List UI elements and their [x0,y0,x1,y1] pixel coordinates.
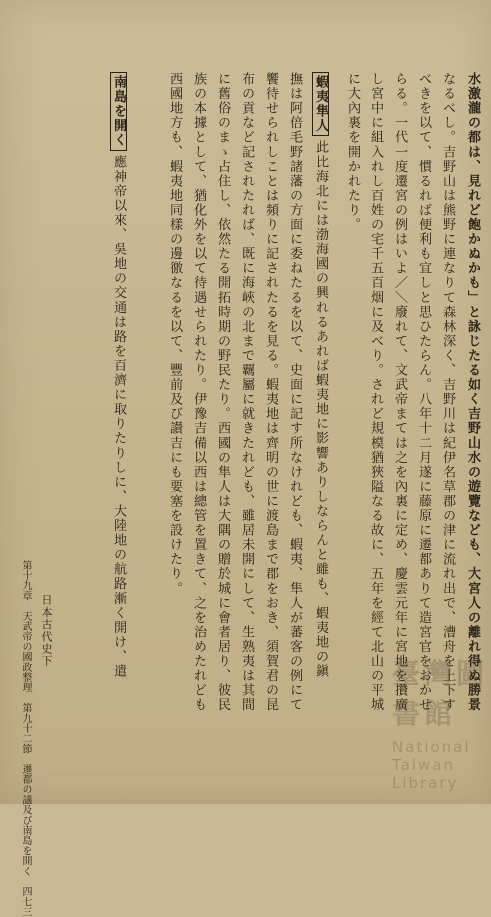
text-line: 族の本據として、猶化外を以て待遇せられたり。伊豫吉備以西は總管を置きて、之を治めたれども [191,72,207,713]
text-line: し宮中に組入れし百姓の宅千五百烟に及べり。されど規模猶狹隘なる故に、五年を經て北山の平城 [368,72,384,713]
text-line: 西國地方も、蝦夷地同樣の邊徼なるを以て、豐前及び讃吉にも要塞を設けたり。 [167,72,183,596]
text-line: 水激瀧の都は、見れど飽かぬかも」と詠じたる如く吉野山水の遊覽なども、大宮人の離れ得ぬ勝景 [465,72,481,713]
text-line: なるべし。吉野山は熊野に連なりて森林深く、吉野川は紀伊名草郡の津に流れ出で、漕舟を上下す [440,72,456,713]
text-line: 饗待せられしことは頻りに記されたるを見る。蝦夷地は齊明の世に渡島まで郡をおき、須賀君の昆 [263,72,279,713]
watermark-subtext: National Taiwan Library [392,738,471,792]
text-line: 南島を開く應神帝以來、吳地の交通は路を百濟に取りたりしに、大陸地の航路漸く開け、遣 [110,72,127,679]
text-line: に舊俗のまゝ占住し、依然たる開拓時期の野民たり。西國の隼人は大隅の贈於城に會者居り、彼民 [215,72,231,713]
text-line: 撫は阿倍毛野諸藩の方面に委ねたるを以て、史面に記す所なけれども、蝦夷、隼人が蕃客の例にて [287,72,303,713]
text-line: べきを以て、慣るれば便利も宜しと思ひたらん。八年十二月遂に藤原に遷都ありて造宮官をおかせ [416,72,432,713]
text-line: に大內裏を開かれたり。 [345,72,361,233]
watermark-text: 臺灣圖書館 [392,657,489,730]
book-title: 日本古代史下 [40,594,53,668]
section-heading: 南島を開く [110,72,127,151]
text-line: 布の貢など記されたれば、既に海峽の北まで覊屬に就きたれども、雖居未開にして、生熟夷は其間 [239,72,255,713]
running-head: 第十九章 天武帝の國政整理 第九十二節 遷都の議及び南島を開く 四七三 [20,560,31,917]
text-line: らる。一代一度遷宮の例はいよ／＼廢れて、文武帝まては之を內裏に定め、慶雲元年に宮地を攢廣 [392,72,408,713]
text-line: 蝦夷隼人此比海北には渤海國の興れるあれば蝦夷地に影響ありしならんと雖も、蝦夷地の鎭 [312,72,329,679]
section-heading: 蝦夷隼人 [312,72,329,136]
